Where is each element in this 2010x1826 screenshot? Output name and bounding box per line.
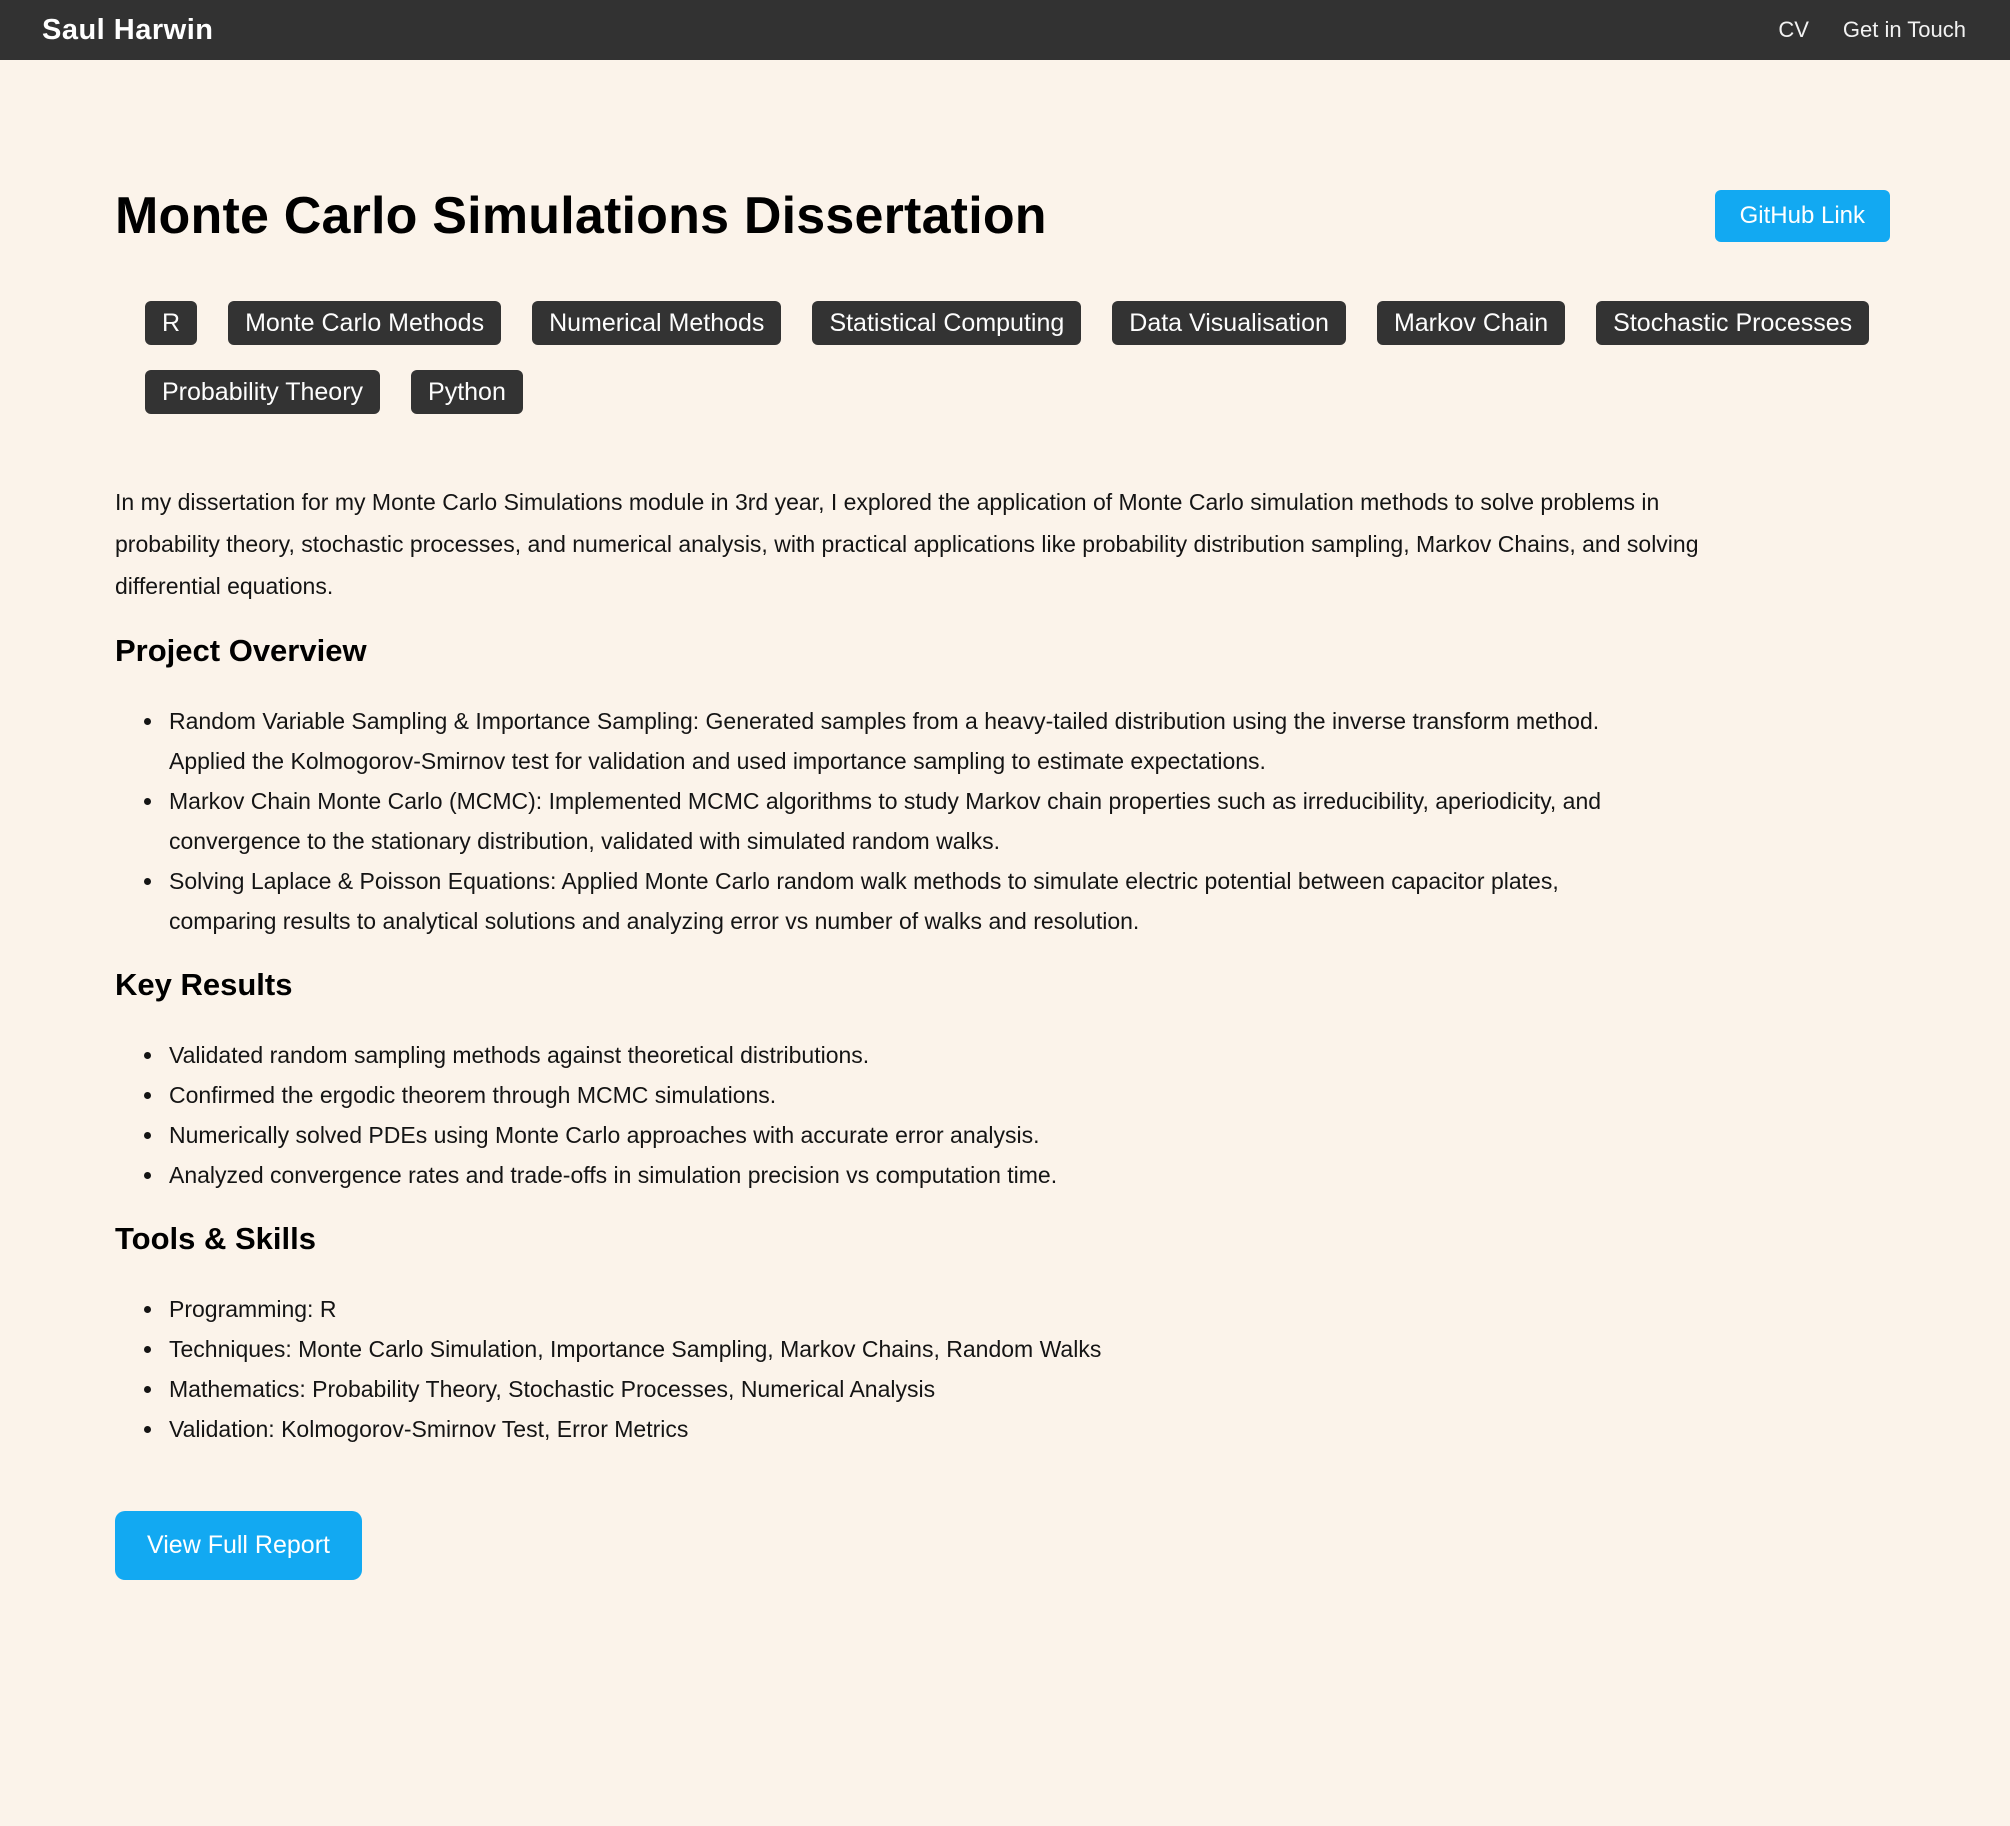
- site-header: [0, 0, 2010, 60]
- tools-skills-list: [115, 1289, 1890, 1449]
- list-item: • Random Variable Sampling & Importance Sampling: Generated samples from a heavy-tailed distribution using the inverse transform method. Applied the Kolmogorov-Smirnov test for validation and used importance sampling to estimate expectations.: [165, 701, 1665, 781]
- section-project-overview: [115, 633, 1890, 941]
- project-overview-list: [115, 701, 1890, 941]
- tag-stochastic-processes: Stochastic Processes: [1596, 301, 1869, 345]
- tag-probability-theory: Probability Theory: [145, 370, 380, 414]
- tag-r: R: [145, 301, 197, 345]
- tag-list: [145, 301, 1890, 414]
- list-item: • Validation: Kolmogorov-Smirnov Test, Error Metrics: [165, 1409, 1665, 1449]
- list-item: • Solving Laplace & Poisson Equations: Applied Monte Carlo random walk methods to simulate electric potential between capacitor plates, comparing results to analytical solutions and analyzing error vs number of walks and resolution.: [165, 861, 1665, 941]
- list-item: • Analyzed convergence rates and trade-offs in simulation precision vs computation time.: [165, 1155, 1665, 1195]
- github-link-button[interactable]: GitHub Link: [1715, 190, 1890, 242]
- section-tools-skills: [115, 1221, 1890, 1449]
- list-item: • Mathematics: Probability Theory, Stochastic Processes, Numerical Analysis: [165, 1369, 1665, 1409]
- nav-link-cv[interactable]: CV: [1778, 17, 1809, 42]
- section-heading-project-overview: Project Overview: [115, 633, 367, 668]
- tag-monte-carlo-methods: Monte Carlo Methods: [228, 301, 501, 345]
- tag-markov-chain: Markov Chain: [1377, 301, 1565, 345]
- section-heading-key-results: Key Results: [115, 967, 293, 1002]
- page-title: Monte Carlo Simulations Dissertation: [115, 187, 1047, 245]
- title-row: [115, 185, 1890, 247]
- key-results-list: [115, 1035, 1890, 1195]
- list-item: • Programming: R: [165, 1289, 1665, 1329]
- list-item: • Markov Chain Monte Carlo (MCMC): Implemented MCMC algorithms to study Markov chain properties such as irreducibility, aperiodicity, and convergence to the stationary distribution, validated with simulated random walks.: [165, 781, 1665, 861]
- intro-paragraph: In my dissertation for my Monte Carlo Simulations module in 3rd year, I explored the application of Monte Carlo simulation methods to solve problems in probability theory, stochastic processes, and numerical analysis, with practical applications like probability distribution sampling, Markov Chains, and solving differential equations.: [115, 489, 1699, 599]
- section-key-results: [115, 967, 1890, 1195]
- list-item: • Techniques: Monte Carlo Simulation, Importance Sampling, Markov Chains, Random Walks: [165, 1329, 1665, 1369]
- tag-statistical-computing: Statistical Computing: [812, 301, 1081, 345]
- tag-python: Python: [411, 370, 523, 414]
- tag-data-visualisation: Data Visualisation: [1112, 301, 1346, 345]
- view-full-report-button[interactable]: View Full Report: [115, 1511, 362, 1580]
- section-heading-tools-skills: Tools & Skills: [115, 1221, 316, 1256]
- brand-link[interactable]: Saul Harwin: [42, 13, 214, 46]
- tag-numerical-methods: Numerical Methods: [532, 301, 781, 345]
- list-item: • Numerically solved PDEs using Monte Carlo approaches with accurate error analysis.: [165, 1115, 1665, 1155]
- list-item: • Confirmed the ergodic theorem through MCMC simulations.: [165, 1075, 1665, 1115]
- main-content: [0, 185, 2010, 1580]
- header-nav: [1778, 17, 1966, 43]
- list-item: • Validated random sampling methods against theoretical distributions.: [165, 1035, 1665, 1075]
- nav-link-get-in-touch[interactable]: Get in Touch: [1842, 17, 1966, 42]
